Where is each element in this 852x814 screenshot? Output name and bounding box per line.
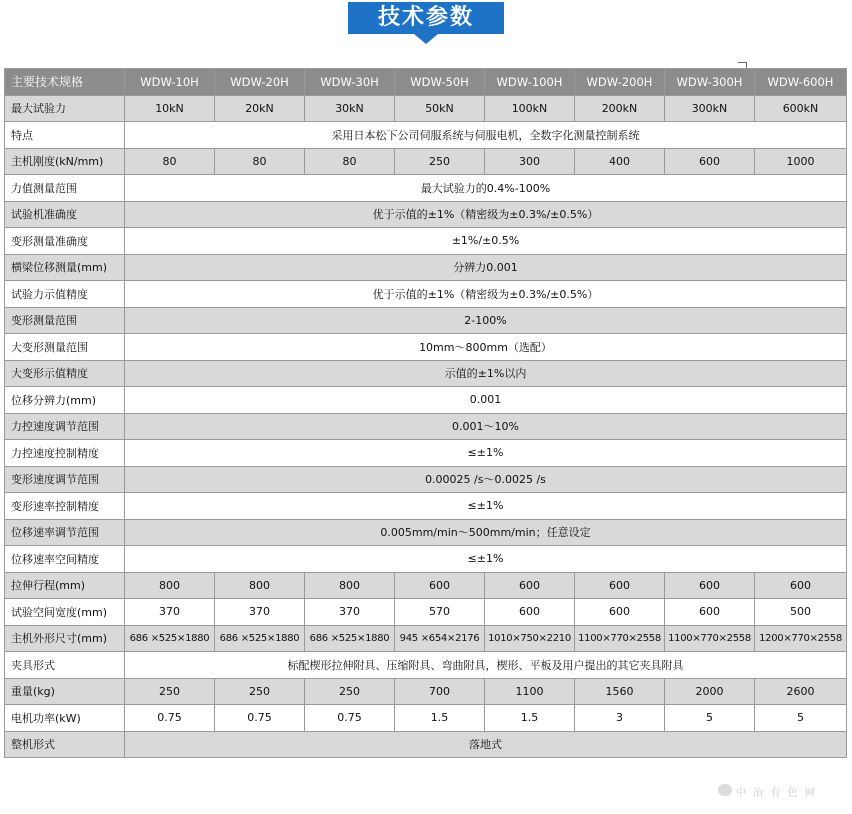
row-value-span: 落地式	[125, 731, 847, 758]
row-value-span: 2-100%	[125, 307, 847, 334]
row-value-span: 优于示值的±1%（精密级为±0.3%/±0.5%）	[125, 281, 847, 308]
row-value-span: 分辨力0.001	[125, 254, 847, 281]
row-value-span: 采用日本松下公司伺服系统与伺服电机，全数字化测量控制系统	[125, 122, 847, 149]
table-cell: 800	[305, 572, 395, 599]
table-row	[5, 201, 847, 228]
table-row	[5, 228, 847, 255]
row-label: 变形速率控制精度	[5, 493, 125, 520]
table-cell: 600	[485, 599, 575, 626]
table-cell: 600	[665, 599, 755, 626]
row-label: 位移速率空间精度	[5, 546, 125, 573]
table-cell: 0.75	[125, 705, 215, 732]
table-cell: 2000	[665, 678, 755, 705]
table-cell: 1200×770×2558	[755, 625, 847, 652]
table-row	[5, 175, 847, 202]
table-cell: 370	[215, 599, 305, 626]
row-label: 位移速率调节范围	[5, 519, 125, 546]
table-row	[5, 254, 847, 281]
row-label: 最大试验力	[5, 95, 125, 122]
table-row	[5, 122, 847, 149]
table-cell: 5	[665, 705, 755, 732]
row-value-span: ≤±1%	[125, 440, 847, 467]
table-row	[5, 652, 847, 679]
header-model-1: WDW-10H	[125, 69, 215, 96]
table-header-row	[5, 69, 847, 96]
table-cell: 370	[305, 599, 395, 626]
table-cell: 250	[305, 678, 395, 705]
table-cell: 1.5	[395, 705, 485, 732]
table-cell: 686 ×525×1880	[215, 625, 305, 652]
table-cell: 945 ×654×2176	[395, 625, 485, 652]
header-spec-label: 主要技术规格	[5, 69, 125, 96]
banner	[0, 0, 852, 58]
watermark-logo-icon	[718, 784, 732, 796]
table-cell: 30kN	[305, 95, 395, 122]
row-label: 夹具形式	[5, 652, 125, 679]
header-model-6: WDW-200H	[575, 69, 665, 96]
table-cell: 50kN	[395, 95, 485, 122]
table-row	[5, 387, 847, 414]
row-label: 重量(kg)	[5, 678, 125, 705]
table-cell: 600	[395, 572, 485, 599]
table-cell: 1.5	[485, 705, 575, 732]
header-model-4: WDW-50H	[395, 69, 485, 96]
table-row	[5, 281, 847, 308]
table-row	[5, 148, 847, 175]
table-cell: 250	[395, 148, 485, 175]
table-row	[5, 413, 847, 440]
table-cell: 1100	[485, 678, 575, 705]
row-label: 力控速度调节范围	[5, 413, 125, 440]
row-value-span: ≤±1%	[125, 546, 847, 573]
table-row	[5, 360, 847, 387]
table-row	[5, 705, 847, 732]
row-value-span: 10mm～800mm（选配）	[125, 334, 847, 361]
header-model-5: WDW-100H	[485, 69, 575, 96]
table-cell: 1100×770×2558	[665, 625, 755, 652]
row-label: 力控速度控制精度	[5, 440, 125, 467]
table-row	[5, 599, 847, 626]
header-model-8: WDW-600H	[755, 69, 847, 96]
row-value-span: 示值的±1%以内	[125, 360, 847, 387]
row-label: 变形速度调节范围	[5, 466, 125, 493]
table-cell: 1100×770×2558	[575, 625, 665, 652]
row-value-span: 0.005mm/min～500mm/min；任意设定	[125, 519, 847, 546]
row-label: 电机功率(kW)	[5, 705, 125, 732]
row-label: 特点	[5, 122, 125, 149]
row-label: 变形测量范围	[5, 307, 125, 334]
table-cell: 20kN	[215, 95, 305, 122]
table-cell: 400	[575, 148, 665, 175]
row-value-span: 0.00025 /s～0.0025 /s	[125, 466, 847, 493]
row-value-span: 最大试验力的0.4%-100%	[125, 175, 847, 202]
table-cell: 300kN	[665, 95, 755, 122]
row-value-span: ≤±1%	[125, 493, 847, 520]
table-cell: 5	[755, 705, 847, 732]
table-cell: 800	[215, 572, 305, 599]
row-label: 试验机准确度	[5, 201, 125, 228]
spec-table	[4, 68, 847, 758]
table-row	[5, 625, 847, 652]
table-cell: 686 ×525×1880	[305, 625, 395, 652]
watermark: 中 冶 有 色 网	[736, 788, 817, 799]
table-cell: 0.75	[305, 705, 395, 732]
table-cell: 250	[125, 678, 215, 705]
table-cell: 10kN	[125, 95, 215, 122]
row-label: 主机外形尺寸(mm)	[5, 625, 125, 652]
table-row	[5, 95, 847, 122]
table-row	[5, 519, 847, 546]
row-label: 变形测量准确度	[5, 228, 125, 255]
row-value-span: ±1%/±0.5%	[125, 228, 847, 255]
table-row	[5, 307, 847, 334]
row-label: 大变形测量范围	[5, 334, 125, 361]
row-label: 大变形示值精度	[5, 360, 125, 387]
table-row	[5, 546, 847, 573]
row-value-span: 0.001～10%	[125, 413, 847, 440]
row-value-span: 优于示值的±1%（精密级为±0.3%/±0.5%）	[125, 201, 847, 228]
table-cell: 600	[575, 572, 665, 599]
header-model-3: WDW-30H	[305, 69, 395, 96]
row-label: 试验力示值精度	[5, 281, 125, 308]
table-cell: 686 ×525×1880	[125, 625, 215, 652]
header-model-7: WDW-300H	[665, 69, 755, 96]
table-cell: 2600	[755, 678, 847, 705]
table-cell: 80	[305, 148, 395, 175]
table-cell: 600	[665, 148, 755, 175]
table-cell: 0.75	[215, 705, 305, 732]
table-cell: 3	[575, 705, 665, 732]
table-cell: 600	[665, 572, 755, 599]
row-label: 试验空间宽度(mm)	[5, 599, 125, 626]
table-cell: 370	[125, 599, 215, 626]
table-cell: 600	[755, 572, 847, 599]
row-label: 力值测量范围	[5, 175, 125, 202]
row-label: 横梁位移测量(mm)	[5, 254, 125, 281]
table-cell: 700	[395, 678, 485, 705]
row-label: 整机形式	[5, 731, 125, 758]
table-cell: 600	[575, 599, 665, 626]
table-cell: 100kN	[485, 95, 575, 122]
table-cell: 200kN	[575, 95, 665, 122]
row-label: 拉伸行程(mm)	[5, 572, 125, 599]
table-row	[5, 572, 847, 599]
page-title: 技术参数	[348, 2, 504, 34]
table-cell: 250	[215, 678, 305, 705]
table-row	[5, 334, 847, 361]
table-cell: 570	[395, 599, 485, 626]
table-cell: 300	[485, 148, 575, 175]
table-row	[5, 731, 847, 758]
table-row	[5, 466, 847, 493]
table-cell: 80	[215, 148, 305, 175]
table-cell: 1010×750×2210	[485, 625, 575, 652]
table-cell: 500	[755, 599, 847, 626]
table-cell: 1000	[755, 148, 847, 175]
table-row	[5, 493, 847, 520]
header-model-2: WDW-20H	[215, 69, 305, 96]
table-row	[5, 440, 847, 467]
banner-arrow-icon	[414, 34, 438, 44]
table-cell: 600	[485, 572, 575, 599]
table-body	[5, 95, 847, 758]
table-cell: 80	[125, 148, 215, 175]
table-row	[5, 678, 847, 705]
row-label: 位移分辨力(mm)	[5, 387, 125, 414]
row-label: 主机刚度(kN/mm)	[5, 148, 125, 175]
row-value-span: 标配楔形拉伸附具、压缩附具、弯曲附具，楔形、平板及用户提出的其它夹具附具	[125, 652, 847, 679]
table-cell: 800	[125, 572, 215, 599]
table-cell: 600kN	[755, 95, 847, 122]
row-value-span: 0.001	[125, 387, 847, 414]
table-cell: 1560	[575, 678, 665, 705]
